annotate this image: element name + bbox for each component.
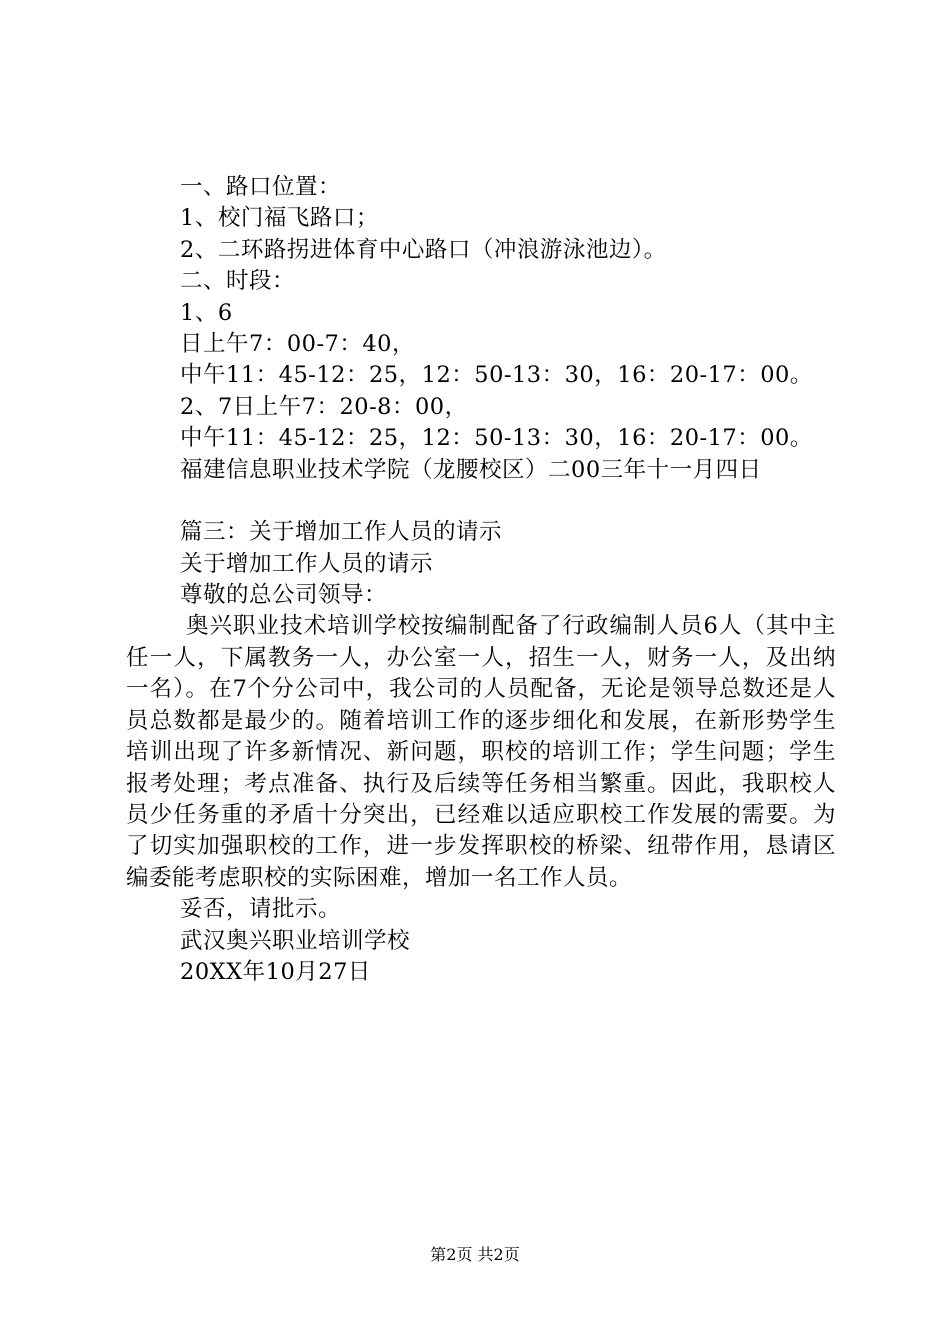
document-title: 关于增加工作人员的请示: [180, 550, 434, 577]
document-date: 20XX年10月27日: [180, 958, 371, 985]
list-item: 1、校门福飞路口；: [180, 205, 379, 232]
list-item: 中午11：45-12：25，12：50-13：30，16：20-17：00。: [180, 362, 813, 389]
section-heading: 篇三：关于增加工作人员的请示: [180, 519, 503, 546]
closing-line: 妥否，请批示。: [180, 896, 342, 923]
spacer: [126, 486, 836, 517]
page-number: 第2页 共2页: [430, 1245, 520, 1264]
page-footer: [0, 1244, 950, 1266]
list-item: 2、二环路拐进体育中心路口（冲浪游泳池边）。: [180, 236, 667, 263]
heading-time-period: 二、时段：: [180, 268, 296, 295]
salutation: 尊敬的总公司领导：: [180, 582, 388, 609]
issuer-date-line: 福建信息职业技术学院（龙腰校区）二00三年十一月四日: [180, 456, 762, 483]
signature: 武汉奥兴职业培训学校: [180, 927, 411, 954]
heading-intersection: 一、路口位置：: [180, 174, 342, 200]
list-item: 日上午7：00-7：40，: [180, 330, 415, 357]
body-paragraph: 奥兴职业技术培训学校按编制配备了行政编制人员6人（其中主任一人，下属教务一人，办公室一人，招生一人，财务一人，及出纳一名）。在7个分公司中，我公司的人员配备，无论是领导总数还是人员总数都是最少的。随着培训工作的逐步细化和发展，在新形势学生培训出现了许多新情况、新问题，职校的培训工作；学生问题；学生报考处理；考点准备、执行及后续等任务相当繁重。因此，我职校人员少任务重的矛盾十分突出，已经难以适应职校工作发展的需要。为了切实加强职校的工作，进一步发挥职校的桥梁、纽带作用，恳请区编委能考虑职校的实际困难，增加一名工作人员。: [126, 613, 836, 891]
list-item: 2、7日上午7：20-8：00，: [180, 393, 468, 420]
list-item: 1、6: [180, 299, 233, 326]
list-item: 中午11：45-12：25，12：50-13：30，16：20-17：00。: [180, 425, 813, 452]
document-body: [126, 172, 836, 988]
